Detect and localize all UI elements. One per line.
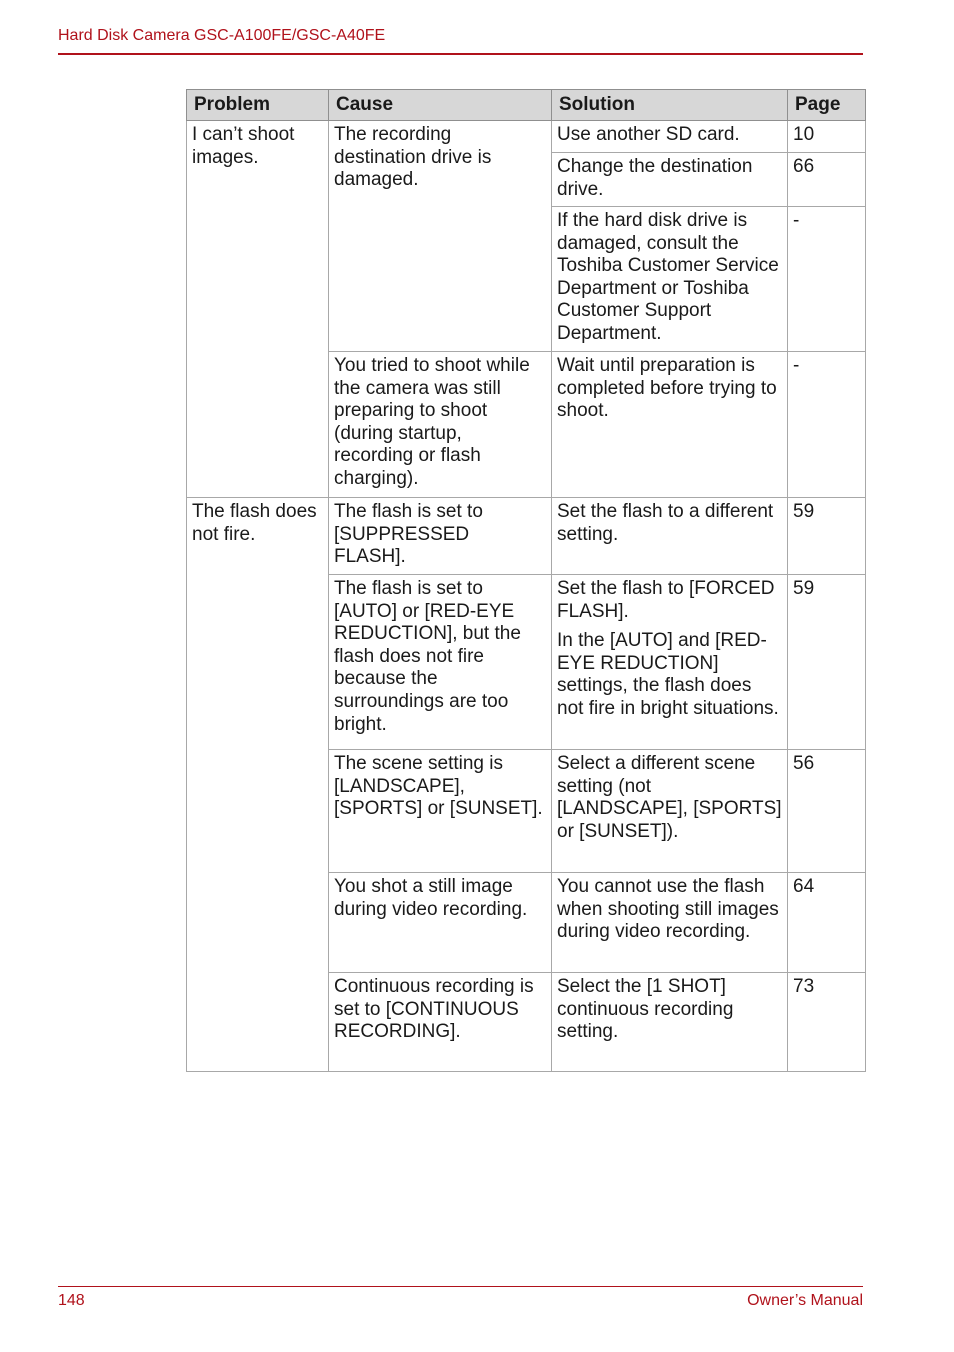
- cause-cell: The flash is set to [AUTO] or [RED-EYE REDUCTION], but the flash does not fire because the surroundings are too bright.: [329, 575, 552, 750]
- page-cell: 10: [788, 121, 866, 153]
- cause-cell: The flash is set to [SUPPRESSED FLASH].: [329, 498, 552, 575]
- solution-cell: Select a different scene setting (not [LANDSCAPE], [SPORTS] or [SUNSET]).: [552, 750, 788, 873]
- solution-text: Set the flash to [FORCED FLASH].: [557, 578, 775, 622]
- cause-cell: The scene setting is [LANDSCAPE], [SPORTS] or [SUNSET].: [329, 750, 552, 873]
- column-header-cause: Cause: [329, 90, 552, 121]
- page-cell: 59: [788, 498, 866, 575]
- page-cell: 73: [788, 973, 866, 1072]
- running-header-title: Hard Disk Camera GSC-A100FE/GSC-A40FE: [58, 27, 386, 44]
- solution-cell: Use another SD card.: [552, 121, 788, 153]
- page-number: 148: [58, 1292, 85, 1309]
- page-cell: 56: [788, 750, 866, 873]
- cause-cell: Continuous recording is set to [CONTINUOUS RECORDING].: [329, 973, 552, 1072]
- cause-cell: The recording destination drive is damaged.: [329, 121, 552, 352]
- table-row: [187, 121, 866, 153]
- column-header-problem: Problem: [187, 90, 329, 121]
- solution-cell: If the hard disk drive is damaged, consult the Toshiba Customer Service Department or Toshiba Customer Support Department.: [552, 207, 788, 352]
- column-header-solution: Solution: [552, 90, 788, 121]
- cause-cell: You tried to shoot while the camera was still preparing to shoot (during startup, recording or flash charging).: [329, 352, 552, 498]
- solution-cell: You cannot use the flash when shooting still images during video recording.: [552, 873, 788, 973]
- problem-cell: The flash does not fire.: [187, 498, 329, 1072]
- solution-cell: Set the flash to a different setting.: [552, 498, 788, 575]
- table-header-row: [187, 90, 866, 121]
- cause-cell: You shot a still image during video recording.: [329, 873, 552, 973]
- footer-rule: [58, 1286, 863, 1287]
- table-row: [187, 498, 866, 575]
- solution-cell: Wait until preparation is completed before trying to shoot.: [552, 352, 788, 498]
- solution-cell: Select the [1 SHOT] continuous recording setting.: [552, 973, 788, 1072]
- column-header-page: Page: [788, 90, 866, 121]
- page-cell: 66: [788, 153, 866, 207]
- header-rule: [58, 53, 863, 55]
- page-cell: -: [788, 352, 866, 498]
- manual-name: Owner’s Manual: [747, 1292, 863, 1309]
- page-cell: -: [788, 207, 866, 352]
- troubleshooting-table: [186, 89, 866, 1072]
- page-cell: 59: [788, 575, 866, 750]
- page-cell: 64: [788, 873, 866, 973]
- solution-cell: Change the destination drive.: [552, 153, 788, 207]
- solution-cell: [552, 575, 788, 750]
- solution-note: In the [AUTO] and [RED-EYE REDUCTION] settings, the flash does not fire in bright situations.: [557, 630, 779, 719]
- problem-cell: I can’t shoot images.: [187, 121, 329, 498]
